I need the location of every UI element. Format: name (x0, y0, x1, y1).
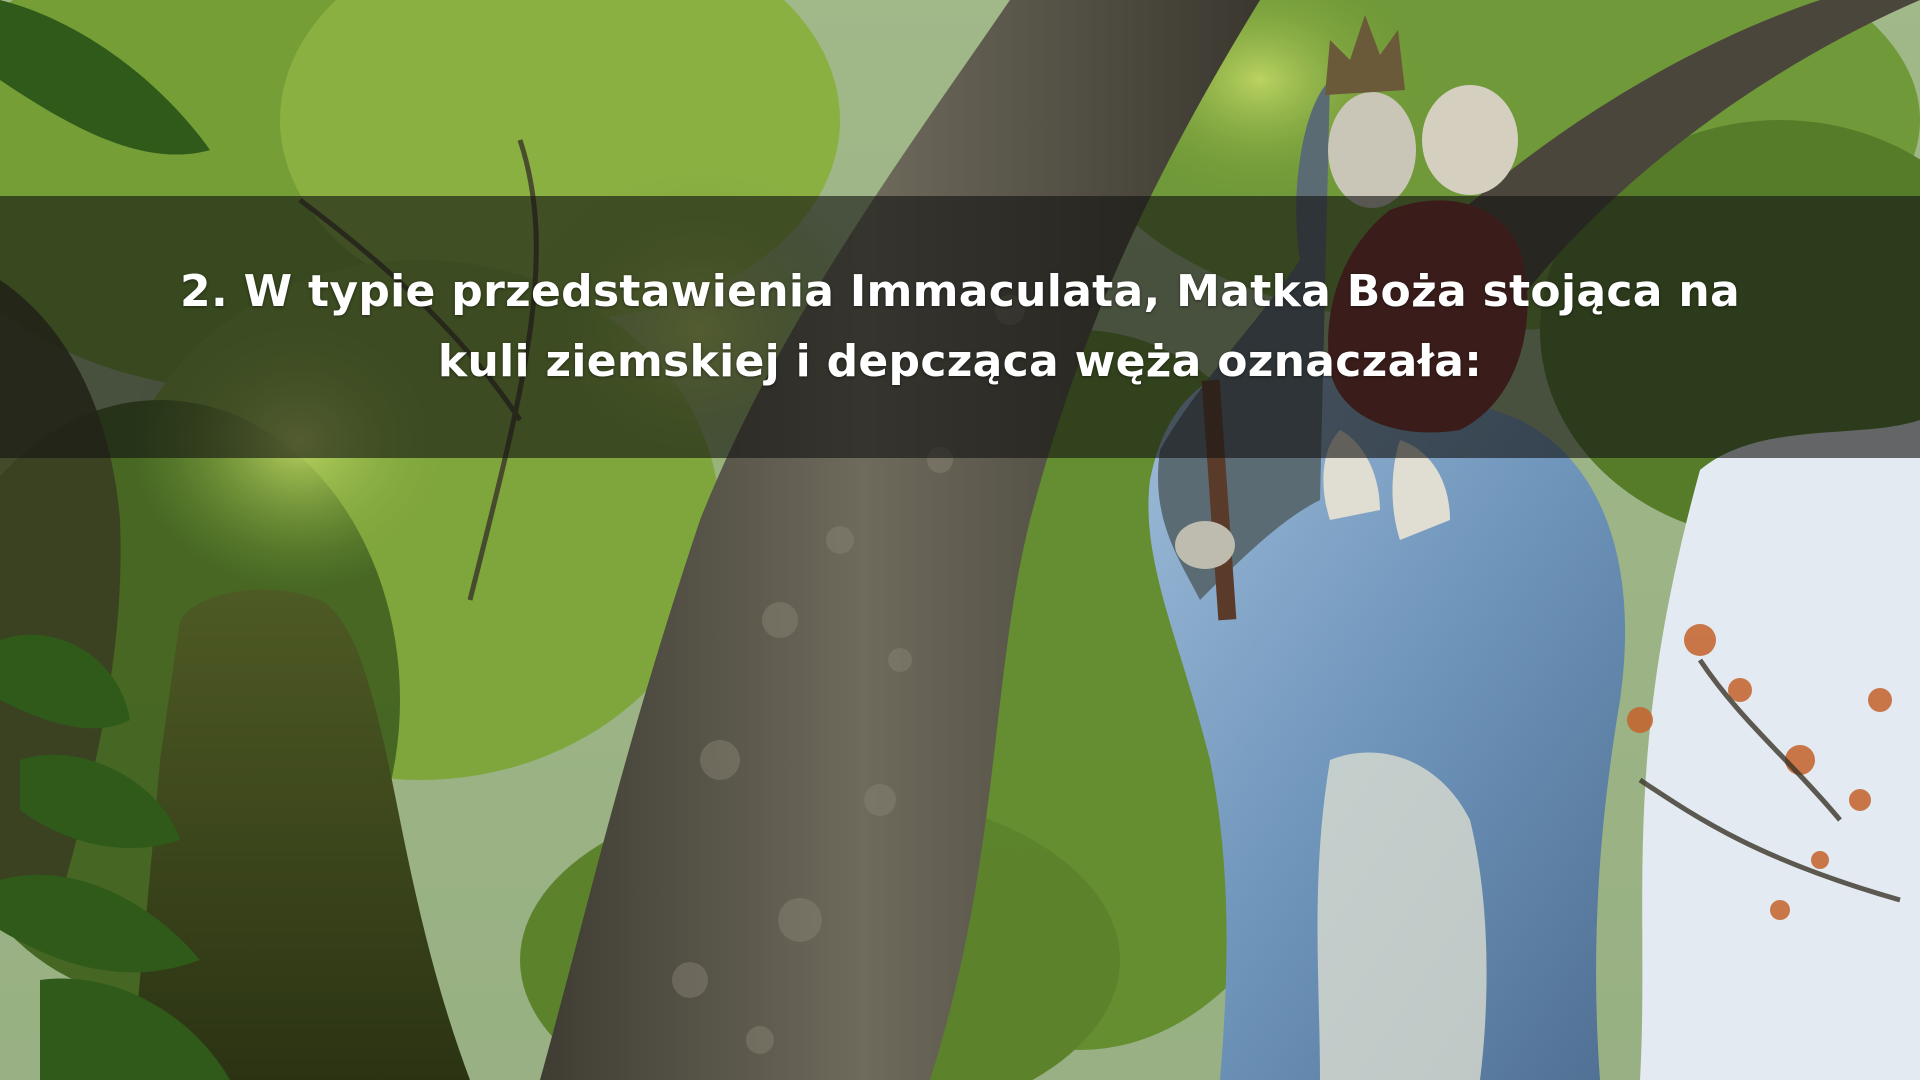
question-text: 2. W typie przedstawienia Immaculata, Matka Boża stojąca na kuli ziemskiej i depcząca węża oznaczała: (180, 266, 1740, 387)
statue-mother-head (1328, 92, 1416, 208)
statue-child-head (1422, 85, 1518, 195)
question-banner (0, 196, 1920, 458)
statue-hand (1175, 521, 1235, 569)
